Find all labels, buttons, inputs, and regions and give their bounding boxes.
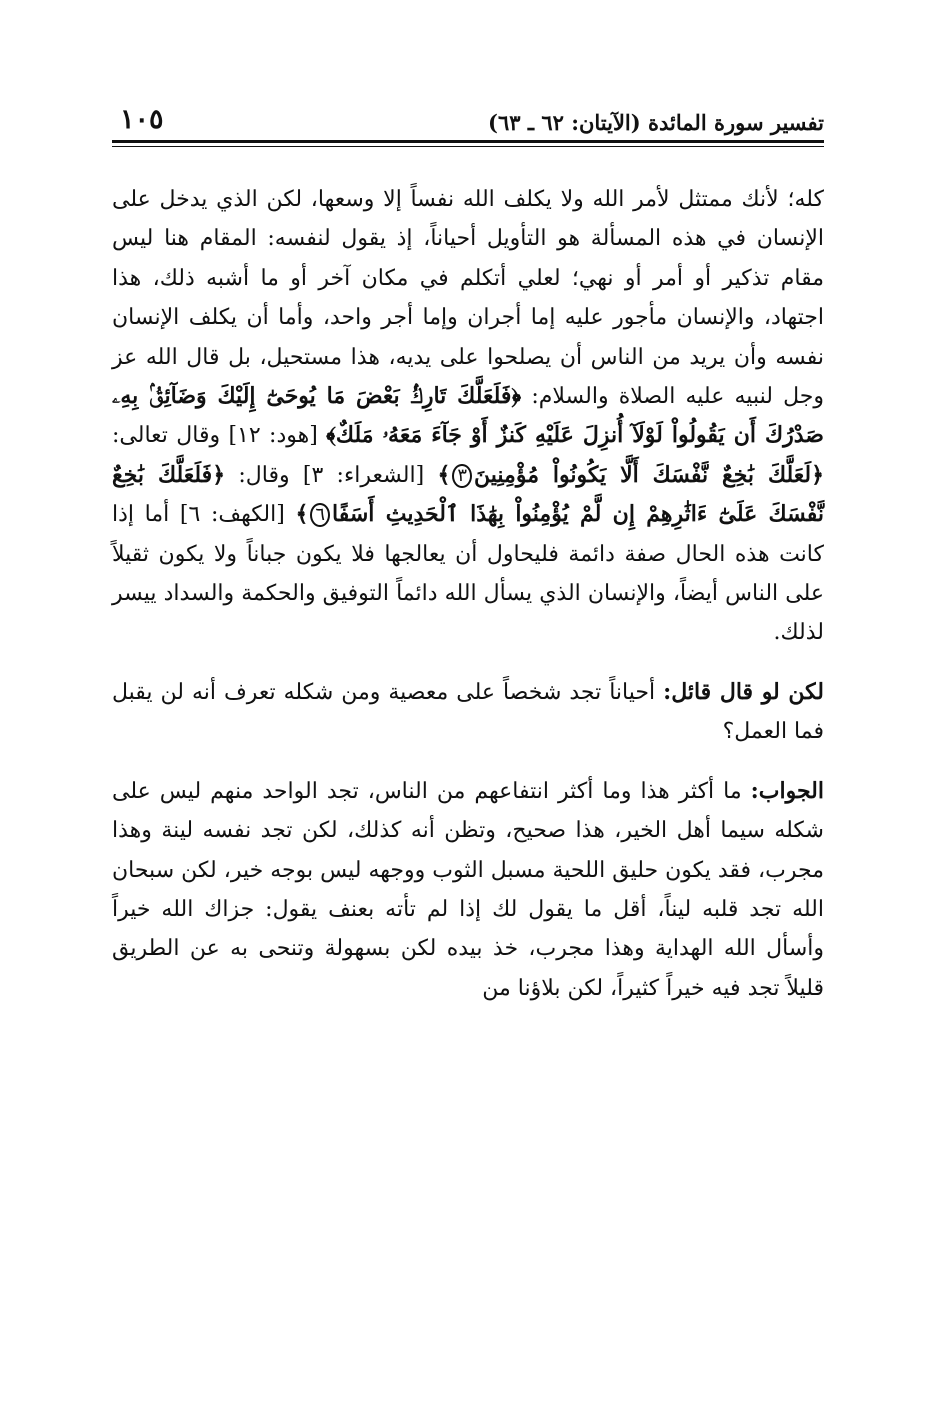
quran-verse: ﴿لَعَلَّكَ بَٰخِعٌ نَّفْسَكَ أَلَّا يَكُونُواْ مُؤْمِنِينَ (474, 461, 824, 488)
header-rule-thick (112, 140, 824, 143)
quran-verse-close: ﴾ (295, 501, 309, 528)
ayah-number-marker: ٣ (452, 464, 472, 488)
quran-verse-close: ﴾ (437, 461, 451, 488)
verse-reference: [الشعراء: ٣] وقال: (225, 462, 438, 488)
paragraph-2 (112, 673, 824, 752)
verse-reference: [هود: ١٢] وقال تعالى: (112, 423, 327, 449)
book-page (112, 96, 824, 1356)
body-text: كله؛ لأنك ممتثل لأمر الله ولا يكلف الله نفساً إلا وسعها، لكن الذي يدخل على الإنسان في هذه المسألة هو التأويل أحياناً، إذ يقول لنفسه: المقام هنا ليس مقام تذكير أو أمر أو نهي؛ لعلي أتكلم في مكان آخر أو ما أشبه ذلك، هذا اجتهاد، والإنسان مأجور عليه إما أجران وإما أجر واحد، وأما أن يكلف الإنسان نفسه وأن يريد من الناس أن يصلحوا على يديه، هذا مستحيل، بل قال الله عز وجل لنبيه عليه الصلاة والسلام: (112, 187, 825, 410)
body-text: ما أكثر هذا وما أكثر انتفاعهم من الناس، تجد الواحد منهم ليس على شكله سيما أهل الخير، هذا صحيح، وتظن أنه كذلك، لكن تجد نفسه لينة وهذا مجرب، فقد يكون حليق اللحية مسبل الثوب ووجهه ليس بوجه خير، لكن سبحان الله تجد قلبه ليناً، أقل ما يقول لك إذا لم تأته بعنف يقول: جزاك الله خيراً وأسأل الله الهداية وهذا مجرب، خذ بيده لكن بسهولة وتنحى به عن الطريق قليلاً تجد فيه خيراً كثيراً، لكن بلاؤنا من (112, 778, 824, 1001)
paragraph-3 (112, 772, 824, 1008)
quran-verse: ﴿فَلَعَلَّكَ تَارِكُۢ بَعْضَ مَا يُوحَىٰٓ إِلَيْكَ وَضَآئِقُۢ بِهِۦ صَدْرُكَ أَن يَقُولُواْ لَوْلَآ أُنزِلَ عَلَيْهِ كَنزٌ أَوْ جَآءَ مَعَهُۥ مَلَكٌ﴾ (112, 383, 824, 449)
body-text: [الكهف: ٦] أما إذا كانت هذه الحال صفة دائمة فليحاول أن يعالجها فلا يكون جباناً ولا يكون ثقيلاً على الناس أيضاً، والإنسان الذي يسأل الله دائماً التوفيق والحكمة والسداد ييسر لذلك. (112, 502, 824, 646)
ayah-number-marker: ٦ (310, 503, 330, 527)
header-rule-thin (112, 146, 824, 147)
quran-verse: ﴿فَلَعَلَّكَ بَٰخِعٌ نَّفْسَكَ عَلَىٰٓ ءَاثَٰرِهِمْ إِن لَّمْ يُؤْمِنُواْ بِهَٰذَا ٱلْحَدِيثِ أَسَفًا (112, 461, 824, 528)
body-text: أحياناً تجد شخصاً على معصية ومن شكله تعرف أنه لن يقبل فما العمل؟ (112, 679, 824, 745)
answer-lead: الجواب: (750, 777, 824, 804)
running-title: تفسير سورة المائدة (الآيتان: ٦٢ ـ ٦٣) (488, 110, 824, 135)
page-number: ١٠٥ (120, 104, 164, 135)
page-body (112, 180, 824, 1008)
page-header (112, 96, 824, 144)
paragraph-1 (112, 180, 824, 653)
question-lead: لكن لو قال قائل: (663, 678, 824, 705)
